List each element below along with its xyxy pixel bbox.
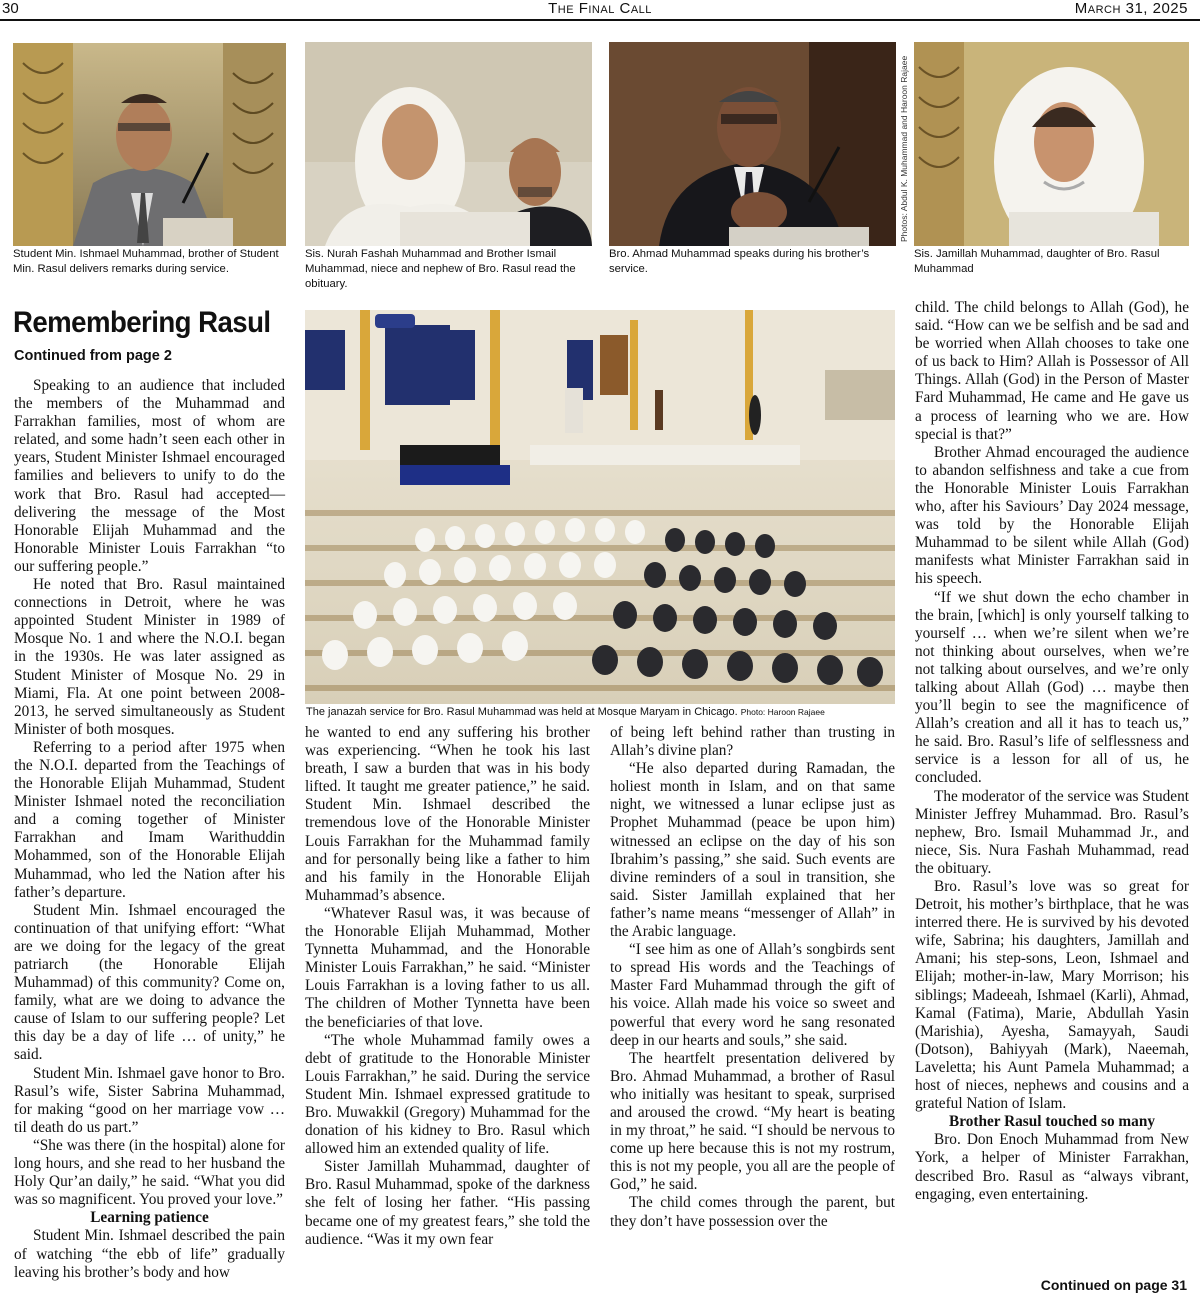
page-number: 30	[2, 0, 19, 17]
photo-jamillah-muhammad	[914, 42, 1189, 246]
paragraph: “He also departed during Ramadan, the holiest month in Islam, and on that same night, we witnessed a lunar eclipse just as Prophet Muhammad (peace be upon him) witnessed an eclipse on the day of his son Ibrahim’s passing,” she said. Such events are divine reminders of a soul in transition, she said. Sister Jamillah explained that her father’s name means “messenger of Allah” in the Arabic language.	[610, 760, 895, 941]
photo-ahmad-muhammad	[609, 42, 896, 246]
article-column-1	[14, 377, 285, 1282]
paragraph: Bro. Rasul’s love was so great for Detroit, his mother’s birthplace, that he was interred there. He is survived by his devoted wife, Sabrina; his daughters, Jamillah and Amani; his step-sons, Leon, Ishmael and Elijah; mother-in-law, Mary Morrison; his siblings; Madeeah, Ishmael (Karli), Ahmad, Kamal (Fatima), Marie, Abdullah Yasin (Marishia), Ayesha, Samayyah, Saudi (Dotson), Bahiyyah (Mark), Naeemah, Laveletta; his Aunt Pamela Muhammad; a host of nieces, nephews and cousins and a grateful Nation of Islam.	[915, 878, 1189, 1113]
continued-on-link[interactable]: Continued on page 31	[1040, 1277, 1187, 1293]
paragraph: he wanted to end any suffering his brother was experiencing. “When he took his last breath, I saw a burden that was in his body lifted. It taught me greater patience,” he said. Student Min. Ishmael described the tremendous love of the Honorable Minister Louis Farrakhan for the Muhammad family and for personally being like a father to him and his family in the Honorable Elijah Muhammad’s absence.	[305, 724, 590, 904]
paragraph: “She was there (in the hospital) alone for long hours, and she read to her husband the Holy Qur’an daily,” he said. “What you did was so magnificent. You proved your love.”	[14, 1136, 285, 1209]
photo-nurah-ismail	[305, 42, 592, 246]
subhead-learning-patience: Learning patience	[90, 1209, 209, 1227]
article-headline: Remembering Rasul	[13, 306, 271, 339]
masthead: The Final Call	[548, 0, 652, 17]
paragraph: “I see him as one of Allah’s songbirds sent to spread His words and the Teachings of Master Fard Muhammad through the gift of his voice. Allah made his voice so sweet and powerful that every word he sang resonated deep in our hearts and souls,” she said.	[610, 941, 895, 1049]
article-column-4	[915, 299, 1189, 1204]
paragraph: The child comes through the parent, but they don’t have possession over the	[610, 1194, 895, 1230]
photo-caption: Sis. Nurah Fashah Muhammad and Brother Ismail Muhammad, niece and nephew of Bro. Rasul read the obituary.	[305, 248, 576, 290]
continued-from: Continued from page 2	[14, 348, 172, 364]
paragraph: child. The child belongs to Allah (God), he said. “How can we be selfish and be sad and be worried when Allah chooses to take one of us back to Him? Allah is Possessor of All Things. Allah (God) in the Person of Master Fard Muhammad, He came and He gave us a process of learning who we are. How special is that?”	[915, 299, 1189, 443]
paragraph: The heartfelt presentation delivered by Bro. Ahmad Muhammad, a brother of Rasul who initially was hesitant to speak, surprised and aroused the crowd. “My heart is beating in my throat,” he said. “I should be nervous to come up here because this is not my rostrum, this is not my people, you all are the people of God,” he said.	[610, 1049, 895, 1194]
paragraph: Sister Jamillah Muhammad, daughter of Bro. Rasul Muhammad, spoke of the darkness she felt of losing her father. “His passing became one of my greatest fears,” she told the audience. “Was it my own fear	[305, 1158, 590, 1248]
photo-janazah-service	[305, 310, 895, 704]
paragraph: of being left behind rather than trusting in Allah’s divine plan?	[610, 724, 895, 760]
main-photo-caption	[306, 706, 825, 718]
page-header	[0, 0, 1200, 21]
issue-date: March 31, 2025	[1074, 0, 1188, 17]
article-column-2	[305, 724, 590, 1249]
paragraph: “The whole Muhammad family owes a debt of gratitude to the Honorable Minister Louis Farrakhan,” he said. During the service Student Min. Ishmael expressed gratitude to Bro. Muwakkil (Gregory) Muhammad for the donation of his kidney to Bro. Rasul which allowed him an extended quality of life.	[305, 1031, 590, 1158]
paragraph: Student Min. Ishmael encouraged the continuation of that unifying effort: “What are we doing for the legacy of the great patriarch (the Honorable Elijah Muhammad) of this community? Come on, family, what are we doing to advance the cause of Islam to our suffering people? Let this day be a day of life … of unity,” he said.	[14, 901, 285, 1064]
main-photo-credit: Photo: Haroon Rajaee	[740, 707, 825, 717]
subhead-touched-so-many: Brother Rasul touched so many	[949, 1113, 1155, 1131]
paragraph: Brother Ahmad encouraged the audience to abandon selfishness and take a cue from the Honorable Minister Louis Farrakhan who, after his Saviours’ Day 2024 message, was told by the Honorable Elijah Muhammad to be silent while Allah (God) manifests what Minister Farrakhan said in his speech.	[915, 443, 1189, 588]
paragraph: “If we shut down the echo chamber in the brain, [which] is only yourself talking to yourself … when we’re silent when we’re not thinking about ourselves, when we’re not talking about ourselves, and we’re only talking about Allah (God) … maybe then you’ll begin to see the magnificence of Allah’s creation and all it has to teach us,” he said. Bro. Rasul’s life of selflessness and service is a lesson for all of us, he concluded.	[915, 588, 1189, 787]
paragraph: Referring to a period after 1975 when the N.O.I. departed from the Teachings of the Honorable Elijah Muhammad, Student Minister Ishmael noted the reconciliation and a coming together of Minister Farrakhan and Imam Warithuddin Mohammed, son of the Honorable Elijah Muhammad, who led the Nation after his father’s departure.	[14, 738, 285, 901]
paragraph: He noted that Bro. Rasul maintained connections in Detroit, where he was appointed Student Minister in 1989 of Mosque No. 1 and where the N.O.I. began in the 1930s. He was later assigned as Student Minister of Mosque No. 29 in Miami, Fla. At one point between 2008-2013, he served simultaneously as Student Minister of both mosques.	[14, 576, 285, 738]
paragraph: Student Min. Ishmael gave honor to Bro. Rasul’s wife, Sister Sabrina Muhammad, for making “good on her marriage vow … til death do us part.”	[14, 1064, 285, 1136]
photo-caption: Sis. Jamillah Muhammad, daughter of Bro. Rasul Muhammad	[914, 248, 1160, 275]
photo-caption: Student Min. Ishmael Muhammad, brother of Student Min. Rasul delivers remarks during service.	[13, 248, 279, 275]
photo-ishmael-muhammad	[13, 43, 286, 246]
paragraph: Speaking to an audience that included the members of the Muhammad and Farrakhan families, most of whom are related, and some hadn’t seen each other in years, Student Minister Ishmael encouraged families and believers to unify to do the work that Bro. Rasul had accepted—delivering the message of the Most Honorable Elijah Muhammad and the Honorable Minister Louis Farrakhan “to our suffering people.”	[14, 377, 285, 575]
main-photo-caption-text: The janazah service for Bro. Rasul Muhammad was held at Mosque Maryam in Chicago.	[306, 706, 738, 718]
paragraph: Bro. Don Enoch Muhammad from New York, a helper of Minister Farrakhan, described Bro. Rasul as “always vibrant, engaging, even entertaining.	[915, 1131, 1189, 1203]
photo-caption: Bro. Ahmad Muhammad speaks during his brother’s service.	[609, 248, 870, 275]
article-column-3	[610, 724, 895, 1231]
paragraph: The moderator of the service was Student Minister Jeffrey Muhammad. Bro. Rasul’s nephew, Bro. Ismail Muhammad Jr., and niece, Sis. Nura Fashah Muhammad, read the obituary.	[915, 787, 1189, 877]
paragraph: Student Min. Ishmael described the pain of watching “the ebb of life” gradually leaving his brother’s body and how	[14, 1227, 285, 1281]
paragraph: “Whatever Rasul was, it was because of the Honorable Elijah Muhammad, Mother Tynnetta Muhammad, and the Honorable Minister Louis Farrakhan,” he said. “Minister Louis Farrakhan is a loving father to us all. The children of Mother Tynnetta have been the beneficiaries of that love.	[305, 904, 590, 1031]
photo-credit: Photos: Abdul K. Muhammad and Haroon Rajaee	[899, 55, 909, 242]
